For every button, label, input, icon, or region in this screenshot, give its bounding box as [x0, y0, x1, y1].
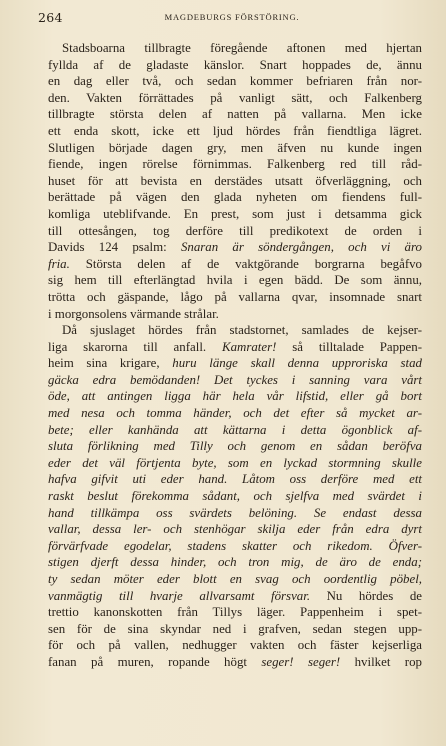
speech-line: öde, att antingen ligga här hela vår lifstid, eller gå bort	[48, 389, 422, 404]
line-segment: hvilket rop	[340, 654, 422, 669]
text-line	[48, 588, 422, 605]
text-line: huset för att bevista en derstädes utsatt öfverläggning, och	[48, 173, 422, 188]
text-line: en dag eller två, och sedan kommer befriaren från nor-	[48, 74, 422, 89]
text-line: fiende, ingen rörelse förnimmas. Falkenberg red till råd-	[48, 157, 422, 172]
text-line	[48, 355, 422, 372]
body-text	[48, 40, 422, 671]
text-line: sen för de sina skyndar ned i grafven, sedan stegen upp-	[48, 621, 422, 636]
text-line: ett enda skott, icke ett ljud hördes från fiendtliga lägret.	[48, 123, 422, 138]
text-line: sig hem till efterlängtad hvila i egen bädd. De som ännu,	[48, 273, 422, 288]
quoted-psalm: Snaran är söndergången, och vi äro	[180, 240, 422, 255]
running-title: MAGDEBURGS FÖRSTÖRING.	[164, 12, 300, 22]
text-line: Då sjuslaget hördes från stadstornet, samlades de kejser-	[62, 323, 422, 338]
speech-line: bete; eller kanhända att kättarna i detta ögonblick af-	[48, 422, 422, 437]
page-header	[38, 10, 426, 26]
text-line: Slutligen började dagen gry, men äfven nu kunde ingen	[48, 140, 422, 155]
speech-line: hafva gifvit uti eder hand. Låtom oss derföre med ett	[48, 472, 422, 487]
paragraph-2	[48, 322, 422, 670]
line-segment: så tilltalade Pappen-	[276, 339, 422, 354]
paragraph-1	[48, 40, 422, 322]
line-segment: Nu hördes de	[310, 588, 422, 603]
text-line: fyllda af de gladaste känslor. Snart hoppades de, ännu	[48, 57, 422, 72]
line-segment: heim sina krigare,	[48, 356, 173, 371]
text-line: komliga uteblifvande. En prest, som just i detsamma gick	[48, 206, 422, 221]
speech-line: raskt beslut förekomma sådant, och sjelfva med svärdet i	[48, 489, 422, 504]
shout-italic: seger! seger!	[261, 654, 341, 669]
line-segment: liga skarorna till anfall.	[48, 339, 222, 354]
text-line: för och på vallen, nedhugger vakten och fäster kejserliga	[48, 638, 422, 653]
page-number: 264	[38, 10, 63, 25]
text-line: Stadsboarna tillbragte föregående aftonen med hjertan	[62, 41, 422, 55]
line-segment: Största delen af de vaktgörande borgrarna begåfvo	[69, 256, 422, 271]
speech-italic: huru länge skall denna upproriska stad	[172, 356, 422, 371]
speech-italic: vanmägtig till hvarje allvarsamt försvar.	[48, 588, 311, 603]
quoted-psalm-end: fria.	[48, 256, 70, 271]
text-line: tillbragte största delen af natten på vallarna. Men icke	[48, 107, 422, 122]
text-line	[48, 239, 422, 256]
speech-line: förvärfvade egodelar, stadens skatter och rikedom. Öfver-	[48, 538, 422, 553]
speech-line: hand tillkämpa oss svärdets belöning. Se endast dessa	[48, 505, 422, 520]
text-line: till ottesången, tog derföre till predikotext de orden i	[48, 223, 422, 238]
text-line: trettio kanonskotten från Tillys läger. Pappenheim i spet-	[48, 605, 422, 620]
text-line: berättade på vägen den glada nyheten om fiendens full-	[48, 190, 422, 205]
text-line	[48, 654, 422, 671]
text-line: i morgonsolens värmande strålar.	[48, 306, 219, 321]
speech-italic: Kamrater!	[221, 339, 277, 354]
text-line	[48, 339, 422, 356]
line-segment: Davids 124 psalm:	[48, 240, 181, 255]
speech-line: sluta förlikning med Tilly och genom en sådan beröfva	[48, 439, 422, 454]
speech-line: vallar, dessa ler- och stenhögar skilja eder från edra dyrt	[48, 522, 422, 537]
speech-line: stigen djerft dessa hinder, och tron mig, de äro de enda;	[48, 555, 422, 570]
text-line: trötta och gäspande, lågo på vallarna qvar, insomnade snart	[48, 289, 422, 304]
line-segment: fanan på muren, ropande högt	[48, 654, 262, 669]
text-line: den. Vakten förrättades på vanligt sätt, och Falkenberg	[48, 90, 422, 105]
speech-line: med nesa och tomma händer, och det efter så mycket ar-	[48, 406, 422, 421]
speech-line: eder det väl förtjenta byte, som en lyckad stormning skulle	[48, 455, 422, 470]
text-line	[48, 256, 422, 273]
speech-line: gäcka edra bemödanden! Det tyckes i sanning vara vårt	[48, 372, 422, 387]
speech-line: ty sedan möter eder blott en svag och oordentlig pöbel,	[48, 572, 422, 586]
